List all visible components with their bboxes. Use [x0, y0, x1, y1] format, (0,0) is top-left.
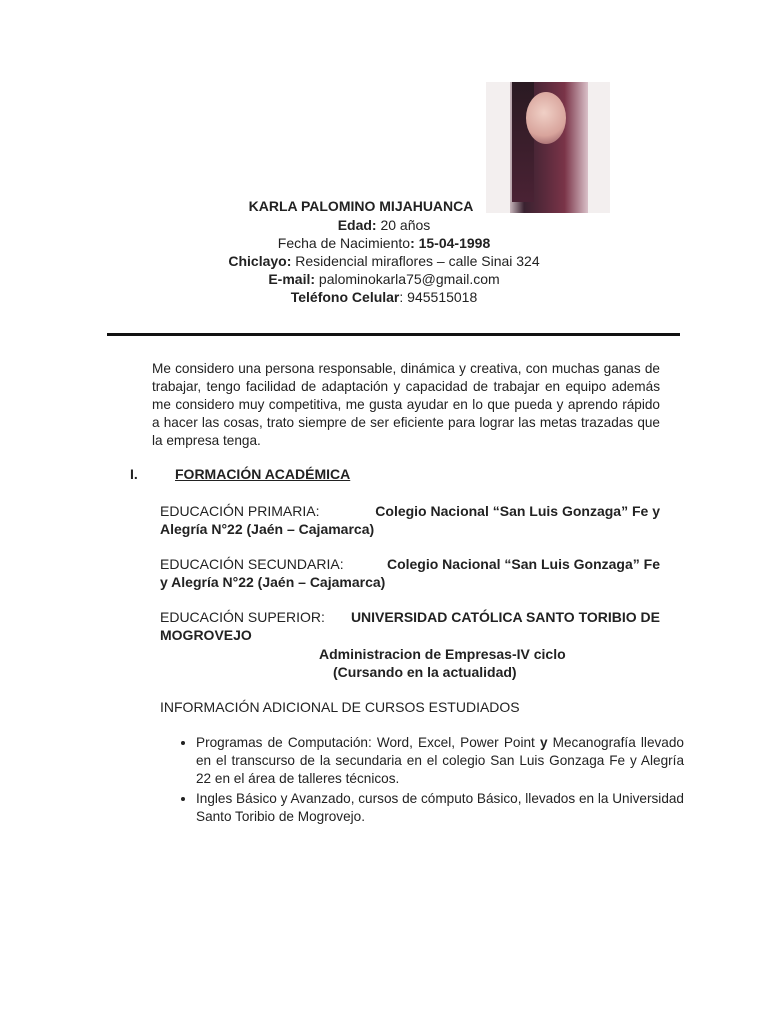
- candidate-name: KARLA PALOMINO MIJAHUANCA: [248, 198, 474, 214]
- university-part1: UNIVERSIDAD CATÓLICA SANTO TORIBIO DE: [350, 609, 660, 625]
- dob-line: [0, 234, 768, 252]
- primary-school-part2: Alegría N°22 (Jaén – Cajamarca): [160, 521, 375, 537]
- photo-face: [526, 92, 566, 144]
- course-text: Programas de Computación: Word, Excel, Power Point: [196, 735, 540, 750]
- primary-education: [160, 502, 660, 538]
- email-line: [0, 270, 768, 288]
- phone-label: Teléfono Celular: [290, 289, 400, 305]
- dob-label: Fecha de Nacimiento: [277, 235, 411, 251]
- additional-info-title: INFORMACIÓN ADICIONAL DE CURSOS ESTUDIADOS: [160, 699, 520, 715]
- primary-label: EDUCACIÓN PRIMARIA:: [160, 503, 320, 519]
- profile-summary: Me considero una persona responsable, dinámica y creativa, con muchas ganas de trabajar, tengo facilidad de adaptación y capacidad de trabajar en equipo además me considero muy competitiva, me gusta ayudar en lo que pueda y aprendo rápido a hacer las cosas, trato siempre de ser eficiente para lograr las metas trazadas que la empresa tenga.: [152, 361, 660, 448]
- dob-value: : 15-04-1998: [410, 235, 491, 251]
- secondary-education: [160, 555, 660, 591]
- age-value: 20 años: [376, 217, 431, 233]
- list-item: [196, 790, 684, 826]
- secondary-label: EDUCACIÓN SECUNDARIA:: [160, 556, 344, 572]
- course-text-cont: Mecanografía llevado en el transcurso de la secundaria en el colegio San Luis Gonzaga Fe y Alegría 22 en el área de talleres técnicos.: [196, 735, 684, 786]
- secondary-school-part1: Colegio Nacional “San Luis Gonzaga” Fe: [386, 556, 660, 572]
- secondary-line-1: [160, 555, 660, 573]
- courses-list: [172, 734, 684, 828]
- phone-line: [0, 288, 768, 306]
- address-line: [0, 252, 768, 270]
- course-text: Ingles Básico y Avanzado, cursos de cómputo Básico, llevados en la Universidad Santo Toribio de Mogrovejo.: [196, 791, 684, 824]
- university-part2: MOGROVEJO: [160, 627, 252, 643]
- career-status: (Cursando en la actualidad): [333, 664, 517, 680]
- phone-value: : 945515018: [399, 289, 478, 305]
- city-label: Chiclayo:: [228, 253, 292, 269]
- primary-school-part1: Colegio Nacional “San Luis Gonzaga” Fe y: [375, 503, 660, 519]
- superior-label: EDUCACIÓN SUPERIOR:: [160, 609, 325, 625]
- list-item: [196, 734, 684, 788]
- profile-photo: [486, 82, 610, 213]
- age-label: Edad:: [337, 217, 377, 233]
- address-value: Residencial miraflores – calle Sinai 324: [291, 253, 540, 269]
- age-line: [0, 216, 768, 234]
- superior-line-1: [160, 608, 660, 626]
- career-name: Administracion de Empresas-IV ciclo: [319, 646, 566, 662]
- email-value: palominokarla75@gmail.com: [315, 271, 500, 287]
- section-heading: FORMACIÓN ACADÉMICA: [175, 466, 351, 482]
- primary-line-1: [160, 502, 660, 520]
- email-label: E-mail:: [268, 271, 316, 287]
- superior-education: [160, 608, 660, 644]
- secondary-school-part2: y Alegría N°22 (Jaén – Cajamarca): [160, 574, 386, 590]
- course-conjunction: y: [539, 735, 548, 750]
- section-title: [130, 466, 350, 482]
- section-number: I.: [130, 466, 138, 482]
- header-divider: [107, 333, 680, 336]
